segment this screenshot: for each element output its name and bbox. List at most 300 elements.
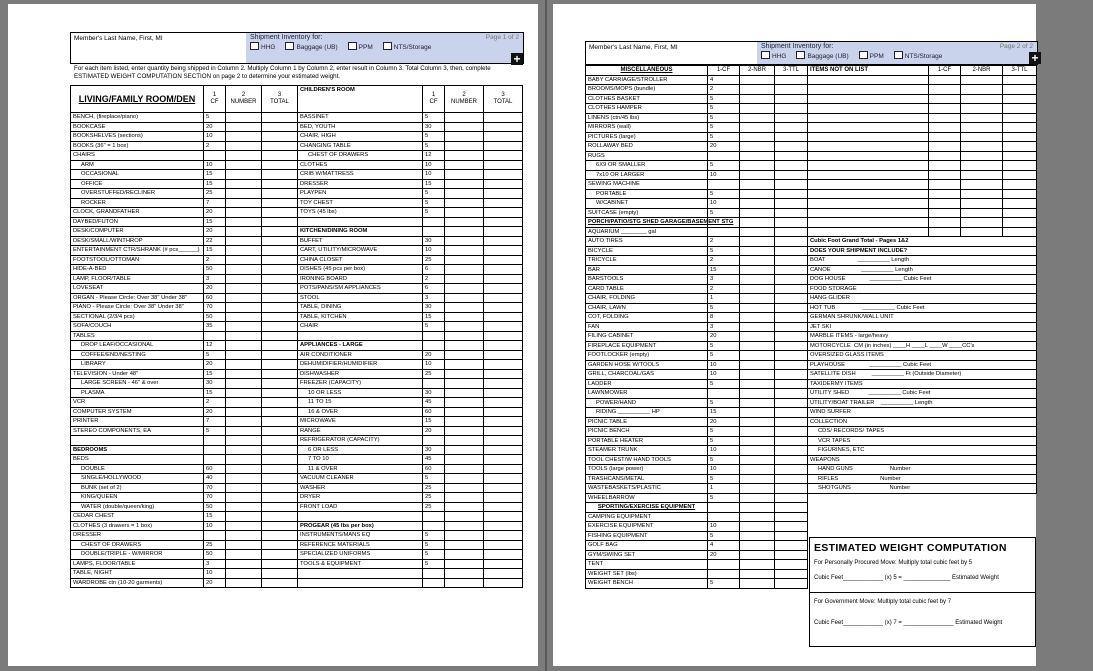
quantity-input[interactable] [226, 284, 262, 294]
quantity-input[interactable] [740, 284, 775, 294]
quantity-input[interactable] [740, 512, 775, 522]
shipment-checkbox[interactable]: NTS/Storage [383, 42, 432, 51]
item-name: VCR [71, 398, 204, 408]
quantity-input[interactable] [740, 522, 775, 532]
cubic-feet-value: 15 [204, 246, 226, 256]
add-field-icon[interactable]: + [511, 53, 523, 65]
quantity-input[interactable] [226, 217, 262, 227]
quantity-input[interactable] [445, 341, 484, 351]
shipment-checkbox[interactable]: PPM [859, 51, 884, 60]
cubic-feet-value: 20 [204, 578, 226, 588]
quantity-input[interactable] [226, 331, 262, 341]
quantity-input[interactable] [226, 436, 262, 446]
total-cell [775, 284, 808, 294]
quantity-input[interactable] [226, 493, 262, 503]
quantity-input[interactable] [445, 426, 484, 436]
quantity-input[interactable] [226, 189, 262, 199]
quantity-input[interactable] [226, 312, 262, 322]
item-name: FILING CABINET [586, 332, 708, 342]
quantity-input[interactable] [740, 503, 775, 513]
quantity-input[interactable] [445, 274, 484, 284]
quantity-input[interactable] [226, 132, 262, 142]
quantity-input[interactable] [226, 122, 262, 132]
cubic-feet-input[interactable] [929, 142, 961, 152]
quantity-input[interactable] [961, 189, 1003, 199]
quantity-input[interactable] [961, 132, 1003, 142]
extra-item [808, 227, 929, 237]
cubic-feet-value: 5 [708, 113, 740, 123]
quantity-input[interactable] [226, 569, 262, 579]
extra-item [808, 151, 929, 161]
shipment-checkbox[interactable]: HHG [250, 42, 275, 51]
quantity-input[interactable] [445, 540, 484, 550]
quantity-input[interactable] [226, 236, 262, 246]
quantity-input[interactable] [961, 123, 1003, 133]
item-name: VACUUM CLEANER [298, 474, 423, 484]
quantity-input[interactable] [226, 227, 262, 237]
quantity-input[interactable] [226, 521, 262, 531]
quantity-input[interactable] [740, 465, 775, 475]
quantity-input[interactable] [445, 502, 484, 512]
quantity-input[interactable] [445, 122, 484, 132]
cubic-feet-input[interactable] [929, 94, 961, 104]
quantity-input[interactable] [740, 85, 775, 95]
quantity-input[interactable] [740, 237, 775, 247]
cubic-feet-input[interactable] [929, 170, 961, 180]
total-cell [262, 502, 298, 512]
quantity-input[interactable] [740, 256, 775, 266]
quantity-input[interactable] [961, 170, 1003, 180]
quantity-input[interactable] [226, 550, 262, 560]
table-row [71, 521, 523, 531]
quantity-input[interactable] [740, 370, 775, 380]
cubic-feet-value [423, 436, 445, 446]
quantity-input[interactable] [226, 407, 262, 417]
quantity-input[interactable] [961, 161, 1003, 171]
extra-item: PLAYHOUSE __________ Cubic Feet [808, 360, 1037, 370]
quantity-input[interactable] [740, 493, 775, 503]
quantity-input[interactable] [226, 512, 262, 522]
item-name: TABLES [71, 331, 204, 341]
extra-item: HAND GUNS Number [808, 465, 1037, 475]
quantity-input[interactable] [740, 351, 775, 361]
quantity-input[interactable] [445, 113, 484, 123]
extra-item [808, 142, 929, 152]
item-name: COT, FOLDING [586, 313, 708, 323]
item-name: LAWNMOWER [586, 389, 708, 399]
quantity-input[interactable] [740, 474, 775, 484]
total-cell [262, 265, 298, 275]
quantity-input[interactable] [226, 464, 262, 474]
total-cell [262, 141, 298, 151]
table-row [71, 398, 523, 408]
item-name: CHINA CLOSET [298, 255, 423, 265]
ppm-calc-line[interactable]: Cubic Feet____________ (x) 5 = ______________ Estimated Weight [814, 575, 999, 581]
quantity-input[interactable] [226, 540, 262, 550]
quantity-input[interactable] [961, 208, 1003, 218]
quantity-input[interactable] [445, 350, 484, 360]
quantity-input[interactable] [740, 531, 775, 541]
column-heading: MISCELLANEOUS [586, 66, 708, 76]
table-row [71, 445, 523, 455]
cubic-feet-input[interactable] [929, 180, 961, 190]
quantity-input[interactable] [445, 578, 484, 588]
quantity-input[interactable] [740, 94, 775, 104]
quantity-input[interactable] [740, 189, 775, 199]
quantity-input[interactable] [226, 341, 262, 351]
item-name: TOOL CHEST/W HAND TOOLS [586, 455, 708, 465]
quantity-input[interactable] [226, 426, 262, 436]
quantity-input[interactable] [226, 170, 262, 180]
quantity-input[interactable] [226, 455, 262, 465]
quantity-input[interactable] [445, 246, 484, 256]
shipment-checkbox[interactable]: PPM [348, 42, 373, 51]
item-name: CART, UTILITY/MICROWAVE [298, 246, 423, 256]
table-row [71, 255, 523, 265]
total-cell [262, 341, 298, 351]
quantity-input[interactable] [740, 113, 775, 123]
quantity-input[interactable] [961, 142, 1003, 152]
item-name: BOOKSHELVES (sections) [71, 132, 204, 142]
quantity-input[interactable] [445, 151, 484, 161]
total-cell [775, 85, 808, 95]
quantity-input[interactable] [445, 198, 484, 208]
table-row [586, 161, 1037, 171]
quantity-input[interactable] [740, 455, 775, 465]
quantity-input[interactable] [226, 113, 262, 123]
cubic-feet-input[interactable] [929, 132, 961, 142]
table-row [586, 484, 1037, 494]
quantity-input[interactable] [740, 151, 775, 161]
total-cell [262, 217, 298, 227]
quantity-input[interactable] [740, 275, 775, 285]
quantity-input[interactable] [445, 388, 484, 398]
cubic-feet-value: 6 [423, 284, 445, 294]
member-name-field-2[interactable] [586, 42, 757, 64]
item-name: PRINTER [71, 417, 204, 427]
total-cell [484, 246, 523, 256]
quantity-input[interactable] [740, 427, 775, 437]
item-name: COMPUTER SYSTEM [71, 407, 204, 417]
quantity-input[interactable] [740, 265, 775, 275]
quantity-input[interactable] [740, 199, 775, 209]
quantity-input[interactable] [740, 408, 775, 418]
total-cell [484, 265, 523, 275]
table-row [71, 265, 523, 275]
quantity-input[interactable] [226, 255, 262, 265]
item-name: BUFFET [298, 236, 423, 246]
total-cell [484, 398, 523, 408]
table-row [71, 407, 523, 417]
gov-calc-line[interactable]: Cubic Feet____________ (x) 7 = _______________ Estimated Weight [814, 620, 1003, 626]
quantity-input[interactable] [226, 293, 262, 303]
cubic-feet-value [708, 151, 740, 161]
quantity-input[interactable] [740, 360, 775, 370]
quantity-input[interactable] [740, 322, 775, 332]
cubic-feet-input[interactable] [929, 189, 961, 199]
total-cell [775, 180, 808, 190]
cubic-feet-value: 5 [708, 341, 740, 351]
quantity-input[interactable] [445, 493, 484, 503]
item-name: BARSTOOLS [586, 275, 708, 285]
quantity-input[interactable] [740, 104, 775, 114]
quantity-input[interactable] [445, 227, 484, 237]
total-cell [262, 312, 298, 322]
quantity-input[interactable] [445, 293, 484, 303]
item-name: CLOTHES BASKET [586, 94, 708, 104]
cubic-feet-input[interactable] [929, 227, 961, 237]
quantity-input[interactable] [445, 141, 484, 151]
quantity-input[interactable] [445, 398, 484, 408]
quantity-input[interactable] [740, 417, 775, 427]
quantity-input[interactable] [226, 398, 262, 408]
cubic-feet-value: 10 [708, 522, 740, 532]
quantity-input[interactable] [961, 94, 1003, 104]
quantity-input[interactable] [226, 388, 262, 398]
quantity-input[interactable] [740, 142, 775, 152]
item-name: ROCKER [71, 198, 204, 208]
quantity-input[interactable] [740, 294, 775, 304]
item-name: FOOTSTOOL/OTTOMAN [71, 255, 204, 265]
total-cell [484, 379, 523, 389]
total-cell [484, 122, 523, 132]
item-name: POTS/PANS/SM APPLIANCES [298, 284, 423, 294]
table-row [586, 398, 1037, 408]
item-name: OVERSTUFFED/RECLINER [71, 189, 204, 199]
total-cell [775, 256, 808, 266]
quantity-input[interactable] [226, 559, 262, 569]
shipment-checkbox[interactable]: Baggage (UB) [796, 51, 848, 60]
cubic-feet-value [708, 503, 740, 513]
quantity-input[interactable] [740, 170, 775, 180]
quantity-input[interactable] [740, 436, 775, 446]
cubic-feet-input[interactable] [929, 104, 961, 114]
item-name: TRICYCLE [586, 256, 708, 266]
cubic-feet-input[interactable] [929, 218, 961, 228]
table-row [71, 312, 523, 322]
quantity-input[interactable] [445, 284, 484, 294]
quantity-input[interactable] [445, 531, 484, 541]
quantity-input[interactable] [740, 569, 775, 579]
quantity-input[interactable] [445, 360, 484, 370]
cubic-feet-value: 10 [423, 160, 445, 170]
total-cell [1003, 208, 1037, 218]
quantity-input[interactable] [226, 360, 262, 370]
quantity-input[interactable] [226, 179, 262, 189]
quantity-input[interactable] [740, 303, 775, 313]
quantity-input[interactable] [740, 132, 775, 142]
total-cell [484, 521, 523, 531]
quantity-input[interactable] [740, 75, 775, 85]
quantity-input[interactable] [445, 369, 484, 379]
quantity-input[interactable] [445, 445, 484, 455]
quantity-input[interactable] [226, 474, 262, 484]
quantity-input[interactable] [740, 560, 775, 570]
cubic-feet-value: 25 [423, 502, 445, 512]
quantity-input[interactable] [226, 379, 262, 389]
cubic-feet-input[interactable] [929, 123, 961, 133]
quantity-input[interactable] [740, 550, 775, 560]
quantity-input[interactable] [961, 113, 1003, 123]
total-cell [775, 541, 808, 551]
quantity-input[interactable] [445, 512, 484, 522]
quantity-input[interactable] [740, 123, 775, 133]
quantity-input[interactable] [445, 265, 484, 275]
quantity-input[interactable] [226, 369, 262, 379]
quantity-input[interactable] [226, 303, 262, 313]
quantity-input[interactable] [445, 208, 484, 218]
quantity-input[interactable] [961, 151, 1003, 161]
quantity-input[interactable] [445, 559, 484, 569]
quantity-input[interactable] [445, 550, 484, 560]
quantity-input[interactable] [445, 379, 484, 389]
quantity-input[interactable] [740, 484, 775, 494]
quantity-input[interactable] [740, 579, 775, 589]
quantity-input[interactable] [740, 218, 775, 228]
cubic-feet-value: 15 [423, 312, 445, 322]
extra-item [808, 180, 929, 190]
quantity-input[interactable] [961, 227, 1003, 237]
cubic-feet-value: 5 [708, 246, 740, 256]
quantity-input[interactable] [445, 569, 484, 579]
quantity-input[interactable] [740, 541, 775, 551]
table-header-row [586, 66, 1037, 76]
quantity-input[interactable] [226, 246, 262, 256]
quantity-input[interactable] [226, 483, 262, 493]
item-name: TENT [586, 560, 708, 570]
extra-item: WEAPONS [808, 455, 1037, 465]
cubic-feet-input[interactable] [929, 85, 961, 95]
quantity-input[interactable] [445, 303, 484, 313]
item-name: WEIGHT BENCH [586, 579, 708, 589]
total-cell [262, 578, 298, 588]
cubic-feet-input[interactable] [929, 151, 961, 161]
shipment-checkbox[interactable]: HHG [761, 51, 786, 60]
cubic-feet-input[interactable] [929, 208, 961, 218]
item-name: CHANGING TABLE [298, 141, 423, 151]
quantity-input[interactable] [961, 180, 1003, 190]
quantity-input[interactable] [740, 398, 775, 408]
member-name-field[interactable] [71, 33, 246, 63]
quantity-input[interactable] [226, 160, 262, 170]
item-name: CLOTHES (3 drawers = 1 box) [71, 521, 204, 531]
total-cell [262, 274, 298, 284]
quantity-input[interactable] [445, 331, 484, 341]
quantity-input[interactable] [445, 236, 484, 246]
total-cell [262, 322, 298, 332]
quantity-input[interactable] [445, 407, 484, 417]
quantity-input[interactable] [740, 227, 775, 237]
cubic-feet-value: 15 [204, 512, 226, 522]
item-name: LADDER [586, 379, 708, 389]
cubic-feet-input[interactable] [929, 113, 961, 123]
quantity-input[interactable] [226, 417, 262, 427]
quantity-input[interactable] [740, 180, 775, 190]
quantity-input[interactable] [740, 246, 775, 256]
cubic-feet-input[interactable] [929, 161, 961, 171]
quantity-input[interactable] [740, 208, 775, 218]
page-gutter [545, 0, 547, 671]
table-row [586, 493, 1037, 503]
quantity-input[interactable] [740, 389, 775, 399]
cubic-feet-input[interactable] [929, 75, 961, 85]
shipment-checkbox[interactable]: Baggage (UB) [285, 42, 337, 51]
quantity-input[interactable] [226, 578, 262, 588]
total-cell [775, 531, 808, 541]
cubic-feet-value: 15 [708, 265, 740, 275]
cubic-feet-value [204, 531, 226, 541]
quantity-input[interactable] [445, 160, 484, 170]
quantity-input[interactable] [740, 379, 775, 389]
quantity-input[interactable] [961, 104, 1003, 114]
quantity-input[interactable] [226, 502, 262, 512]
total-cell [484, 474, 523, 484]
quantity-input[interactable] [445, 179, 484, 189]
quantity-input[interactable] [226, 322, 262, 332]
quantity-input[interactable] [226, 350, 262, 360]
quantity-input[interactable] [226, 445, 262, 455]
quantity-input[interactable] [740, 332, 775, 342]
cubic-feet-input[interactable] [929, 199, 961, 209]
table-row [71, 569, 523, 579]
quantity-input[interactable] [740, 161, 775, 171]
quantity-input[interactable] [226, 198, 262, 208]
quantity-input[interactable] [961, 199, 1003, 209]
add-field-icon-2[interactable]: + [1029, 52, 1041, 64]
quantity-input[interactable] [445, 521, 484, 531]
quantity-input[interactable] [961, 85, 1003, 95]
quantity-input[interactable] [961, 75, 1003, 85]
column-heading: 3-TTL [1003, 66, 1037, 76]
quantity-input[interactable] [740, 446, 775, 456]
quantity-input[interactable] [445, 255, 484, 265]
quantity-input[interactable] [740, 313, 775, 323]
quantity-input[interactable] [445, 322, 484, 332]
quantity-input[interactable] [445, 474, 484, 484]
quantity-input[interactable] [226, 531, 262, 541]
extra-item: TAXIDERMY ITEMS [808, 379, 1037, 389]
shipment-checkbox[interactable]: NTS/Storage [894, 51, 943, 60]
quantity-input[interactable] [226, 208, 262, 218]
quantity-input[interactable] [961, 218, 1003, 228]
item-name: BOOKS (36" = 1 box) [71, 141, 204, 151]
cubic-feet-value: 15 [204, 179, 226, 189]
cubic-feet-value: 25 [423, 369, 445, 379]
quantity-input[interactable] [226, 265, 262, 275]
quantity-input[interactable] [445, 312, 484, 322]
quantity-input[interactable] [445, 436, 484, 446]
quantity-input[interactable] [226, 151, 262, 161]
quantity-input[interactable] [740, 341, 775, 351]
quantity-input[interactable] [445, 464, 484, 474]
quantity-input[interactable] [445, 132, 484, 142]
item-name: PIANO - Please Circle: Over 38" Under 38" [71, 303, 204, 313]
total-cell [775, 512, 808, 522]
quantity-input[interactable] [445, 217, 484, 227]
quantity-input[interactable] [445, 483, 484, 493]
total-cell [775, 351, 808, 361]
total-cell [775, 332, 808, 342]
cubic-feet-value: 2 [708, 237, 740, 247]
quantity-input[interactable] [445, 417, 484, 427]
cubic-feet-value [708, 227, 740, 237]
quantity-input[interactable] [445, 455, 484, 465]
quantity-input[interactable] [226, 141, 262, 151]
quantity-input[interactable] [445, 189, 484, 199]
quantity-input[interactable] [445, 170, 484, 180]
item-name: CHAIRS [71, 151, 204, 161]
quantity-input[interactable] [226, 274, 262, 284]
